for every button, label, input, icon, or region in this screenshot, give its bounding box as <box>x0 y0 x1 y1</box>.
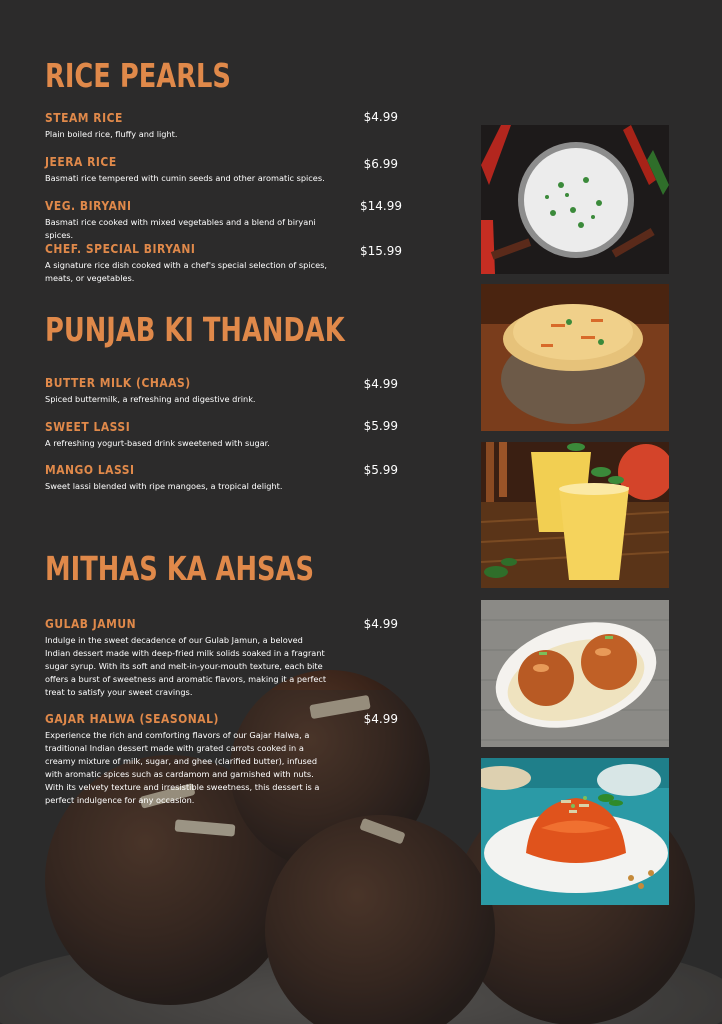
section-title-rice-pearls: RICE PEARLS <box>45 56 231 95</box>
item-name: SWEET LASSI <box>45 419 131 434</box>
item-name: VEG. BIRYANI <box>45 198 132 213</box>
menu-item-butter-milk <box>45 375 405 406</box>
item-name: CHEF. SPECIAL BIRYANI <box>45 241 196 256</box>
menu-item-jeera-rice <box>45 154 405 185</box>
menu-item-sweet-lassi <box>45 419 405 450</box>
item-description: Spiced buttermilk, a refreshing and digestive drink. <box>45 394 256 404</box>
item-description: Plain boiled rice, fluffy and light. <box>45 129 178 139</box>
item-name: MANGO LASSI <box>45 462 135 477</box>
item-price: $5.99 <box>363 419 398 433</box>
menu-item-gajar-halwa <box>45 711 405 807</box>
menu-item-gulab-jamun <box>45 616 405 699</box>
biryani-photo <box>481 284 669 431</box>
gulab-jamun-photo <box>481 600 669 747</box>
item-description: Experience the rich and comforting flavors of our Gajar Halwa, a traditional Indian dessert made with grated carrots cooked in a creamy mixture of milk, sugar, and ghee (clarified butter), infused with aromatic spices such as cardamom and garnished with nuts. With its velvety texture and irresistible sweetness, this dessert is a perfect indulgence for any occasion. <box>45 730 320 805</box>
menu-item-chef-special-biryani <box>45 241 405 285</box>
section-title-mithas-ka-ahsas: MITHAS KA AHSAS <box>45 549 315 588</box>
item-price: $14.99 <box>360 199 402 213</box>
item-name: JEERA RICE <box>45 154 117 169</box>
item-description: A signature rice dish cooked with a chef's special selection of spices, meats, or vegetables. <box>45 260 328 283</box>
item-price: $5.99 <box>363 463 398 477</box>
section-title-punjab-ki-thandak: PUNJAB KI THANDAK <box>45 310 345 349</box>
menu-item-mango-lassi <box>45 462 405 493</box>
item-description: Basmati rice tempered with cumin seeds and other aromatic spices. <box>45 173 325 183</box>
rice-bowl-photo <box>481 125 669 274</box>
item-name: GAJAR HALWA (SEASONAL) <box>45 711 219 726</box>
item-price: $4.99 <box>363 377 398 391</box>
item-description: Basmati rice cooked with mixed vegetables and a blend of biryani spices. <box>45 217 316 240</box>
menu-item-steam-rice <box>45 110 405 141</box>
item-name: STEAM RICE <box>45 110 123 125</box>
item-price: $4.99 <box>363 617 398 631</box>
menu-item-veg-biryani <box>45 198 405 242</box>
gajar-halwa-photo <box>481 758 669 905</box>
item-price: $4.99 <box>363 110 398 124</box>
item-price: $6.99 <box>363 157 398 171</box>
item-price: $15.99 <box>360 244 402 258</box>
item-description: Sweet lassi blended with ripe mangoes, a tropical delight. <box>45 481 283 491</box>
lassi-photo <box>481 442 669 588</box>
item-price: $4.99 <box>363 712 398 726</box>
item-description: Indulge in the sweet decadence of our Gulab Jamun, a beloved Indian dessert made with deep-fried milk solids soaked in a fragrant sugar syrup. With its soft and melt-in-your-mouth texture, each bite offers a burst of sweetness and aromatic flavors, making it a perfect treat to satisfy your sweet cravings. <box>45 635 327 697</box>
item-description: A refreshing yogurt-based drink sweetened with sugar. <box>45 438 270 448</box>
item-name: GULAB JAMUN <box>45 616 137 631</box>
item-name: BUTTER MILK (CHAAS) <box>45 375 191 390</box>
